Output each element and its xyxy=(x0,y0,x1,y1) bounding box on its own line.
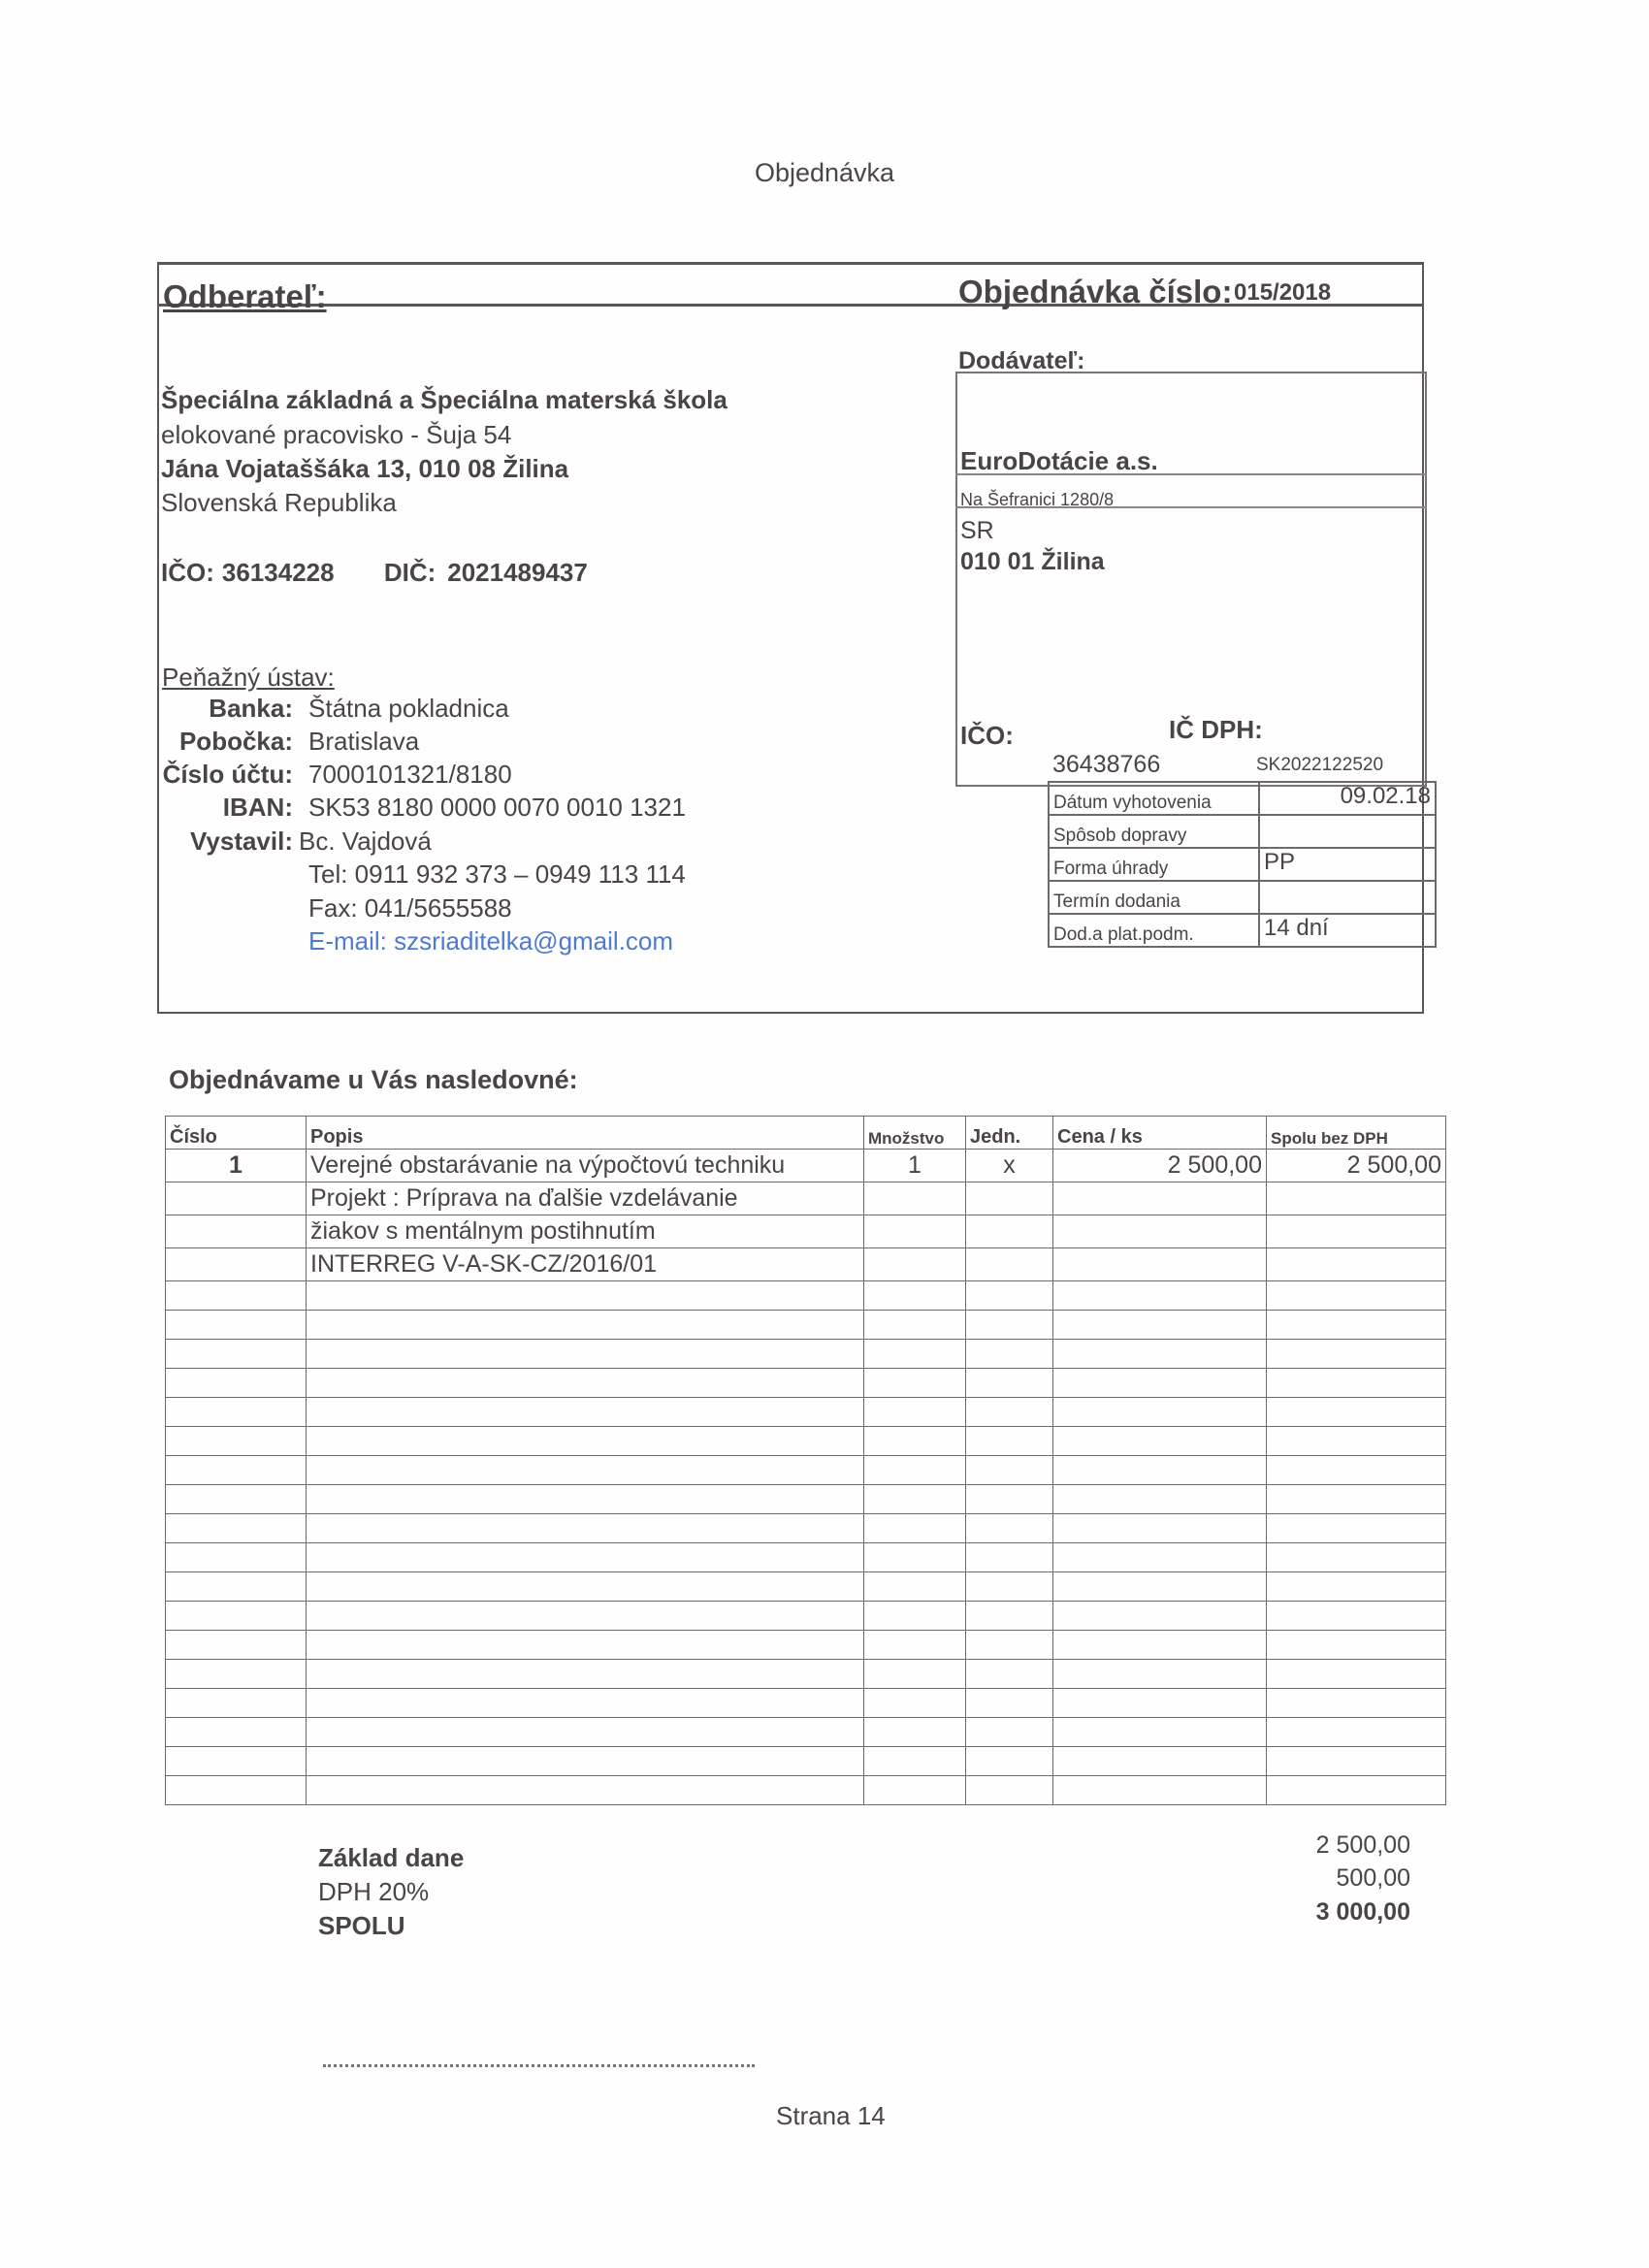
bank-heading: Peňažný ústav: xyxy=(162,663,335,692)
iban-label: IBAN: xyxy=(222,793,293,822)
item-description: žiakov s mentálnym postihnutím xyxy=(307,1215,864,1248)
table-row-empty xyxy=(166,1572,1446,1602)
empty-cell xyxy=(1053,1660,1267,1689)
empty-cell xyxy=(966,1776,1053,1805)
empty-cell xyxy=(864,1369,966,1398)
table-row-empty xyxy=(166,1340,1446,1369)
item-number xyxy=(166,1248,307,1281)
items-header-row xyxy=(166,1117,1446,1150)
empty-cell xyxy=(1267,1631,1446,1660)
empty-cell xyxy=(1053,1543,1267,1572)
item-total xyxy=(1267,1248,1446,1281)
empty-cell xyxy=(166,1340,307,1369)
empty-cell xyxy=(966,1602,1053,1631)
empty-cell xyxy=(864,1776,966,1805)
supplier-street: Na Šefranici 1280/8 xyxy=(960,490,1115,509)
empty-cell xyxy=(307,1776,864,1805)
item-price xyxy=(1053,1248,1267,1281)
table-row-empty xyxy=(166,1776,1446,1805)
info-label: Spôsob dopravy xyxy=(1049,815,1259,848)
empty-cell xyxy=(166,1572,307,1602)
empty-cell xyxy=(1053,1340,1267,1369)
items-table xyxy=(165,1116,1446,1805)
info-label: Termín dodania xyxy=(1049,881,1259,914)
info-value: PP xyxy=(1259,848,1436,881)
supplier-ico: 36438766 xyxy=(1052,751,1161,778)
item-number xyxy=(166,1183,307,1215)
empty-cell xyxy=(864,1514,966,1543)
table-row xyxy=(166,1183,1446,1215)
info-label: Dátum vyhotovenia xyxy=(1049,782,1259,815)
table-row-empty xyxy=(166,1718,1446,1747)
table-row-empty xyxy=(166,1427,1446,1456)
empty-cell xyxy=(966,1311,1053,1340)
empty-cell xyxy=(966,1369,1053,1398)
grand-total-value: 3 000,00 xyxy=(1315,1898,1410,1926)
customer-ico xyxy=(161,558,335,587)
empty-cell xyxy=(1267,1281,1446,1311)
empty-cell xyxy=(1267,1747,1446,1776)
table-row-empty xyxy=(166,1747,1446,1776)
empty-cell xyxy=(307,1340,864,1369)
issuer-value: Bc. Vajdová xyxy=(299,826,432,856)
empty-cell xyxy=(1267,1776,1446,1805)
empty-cell xyxy=(166,1631,307,1660)
empty-cell xyxy=(864,1311,966,1340)
empty-cell xyxy=(1053,1747,1267,1776)
table-row-empty xyxy=(166,1631,1446,1660)
empty-cell xyxy=(966,1456,1053,1485)
empty-cell xyxy=(166,1514,307,1543)
empty-cell xyxy=(1267,1689,1446,1718)
customer-branch: elokované pracovisko - Šuja 54 xyxy=(161,420,512,449)
empty-cell xyxy=(966,1485,1053,1514)
table-row-empty xyxy=(166,1311,1446,1340)
empty-cell xyxy=(864,1427,966,1456)
empty-cell xyxy=(166,1689,307,1718)
branch-value: Bratislava xyxy=(308,727,420,756)
table-row-empty xyxy=(166,1543,1446,1572)
document-title: Objednávka xyxy=(754,158,895,187)
empty-cell xyxy=(1053,1718,1267,1747)
bank-label: Banka: xyxy=(209,694,293,723)
account-label: Číslo účtu: xyxy=(162,760,293,789)
item-description: Verejné obstarávanie na výpočtovú techniku xyxy=(307,1150,864,1183)
item-unit xyxy=(966,1215,1053,1248)
item-total: 2 500,00 xyxy=(1267,1150,1446,1183)
col-unit-price: Cena / ks xyxy=(1053,1117,1267,1150)
info-row xyxy=(1049,881,1436,914)
table-row-empty xyxy=(166,1660,1446,1689)
table-row xyxy=(166,1150,1446,1183)
customer-heading: Odberateľ: xyxy=(163,278,327,314)
issuer-label: Vystavil: xyxy=(190,826,293,856)
empty-cell xyxy=(864,1602,966,1631)
empty-cell xyxy=(966,1514,1053,1543)
empty-cell xyxy=(166,1398,307,1427)
bank-row-account xyxy=(147,760,512,790)
item-description: Projekt : Príprava na ďalšie vzdelávanie xyxy=(307,1183,864,1215)
bank-row-issuer xyxy=(147,826,432,857)
empty-cell xyxy=(864,1689,966,1718)
empty-cell xyxy=(1267,1398,1446,1427)
customer-dic-label: DIČ: xyxy=(383,558,436,587)
item-unit xyxy=(966,1248,1053,1281)
empty-cell xyxy=(307,1456,864,1485)
empty-cell xyxy=(1267,1456,1446,1485)
empty-cell xyxy=(864,1398,966,1427)
empty-cell xyxy=(1053,1572,1267,1602)
supplier-ic-dph: SK2022122520 xyxy=(1256,755,1384,775)
page-number: Strana 14 xyxy=(776,2101,886,2130)
empty-cell xyxy=(307,1747,864,1776)
empty-cell xyxy=(864,1631,966,1660)
empty-cell xyxy=(166,1747,307,1776)
col-total: Spolu bez DPH xyxy=(1267,1117,1446,1150)
order-info-table xyxy=(1048,781,1437,948)
empty-cell xyxy=(307,1602,864,1631)
contact-tel: Tel: 0911 932 373 – 0949 113 114 xyxy=(308,859,686,889)
empty-cell xyxy=(166,1456,307,1485)
col-quantity: Množstvo xyxy=(864,1117,966,1150)
tax-base-value: 2 500,00 xyxy=(1315,1831,1410,1859)
tax-base-label: Základ dane xyxy=(318,1843,465,1872)
empty-cell xyxy=(166,1485,307,1514)
bank-value: Štátna pokladnica xyxy=(308,694,509,723)
table-row-empty xyxy=(166,1514,1446,1543)
item-quantity xyxy=(864,1248,966,1281)
contact-email[interactable]: E-mail: szsriaditelka@gmail.com xyxy=(308,926,674,956)
item-quantity: 1 xyxy=(864,1150,966,1183)
empty-cell xyxy=(1053,1281,1267,1311)
empty-cell xyxy=(966,1427,1053,1456)
items-heading: Objednávame u Vás nasledovné: xyxy=(169,1065,578,1094)
empty-cell xyxy=(1053,1427,1267,1456)
empty-cell xyxy=(966,1543,1053,1572)
empty-cell xyxy=(307,1631,864,1660)
item-price xyxy=(1053,1215,1267,1248)
empty-cell xyxy=(966,1689,1053,1718)
empty-cell xyxy=(1053,1369,1267,1398)
empty-cell xyxy=(307,1514,864,1543)
empty-cell xyxy=(307,1718,864,1747)
empty-cell xyxy=(966,1660,1053,1689)
table-row-empty xyxy=(166,1369,1446,1398)
empty-cell xyxy=(864,1281,966,1311)
empty-cell xyxy=(1267,1514,1446,1543)
item-unit xyxy=(966,1183,1053,1215)
table-row-empty xyxy=(166,1602,1446,1631)
info-value xyxy=(1259,881,1436,914)
empty-cell xyxy=(1267,1485,1446,1514)
empty-cell xyxy=(166,1369,307,1398)
supplier-heading: Dodávateľ: xyxy=(958,347,1085,374)
table-row-empty xyxy=(166,1398,1446,1427)
info-value: 14 dní xyxy=(1259,914,1436,947)
vat-label: DPH 20% xyxy=(318,1877,430,1906)
empty-cell xyxy=(307,1369,864,1398)
empty-cell xyxy=(166,1602,307,1631)
info-label: Forma úhrady xyxy=(1049,848,1259,881)
signature-line xyxy=(323,2064,755,2067)
empty-cell xyxy=(166,1660,307,1689)
empty-cell xyxy=(1053,1689,1267,1718)
empty-cell xyxy=(966,1398,1053,1427)
info-row xyxy=(1049,914,1436,947)
empty-cell xyxy=(864,1747,966,1776)
empty-cell xyxy=(1053,1602,1267,1631)
empty-cell xyxy=(1053,1485,1267,1514)
customer-country: Slovenská Republika xyxy=(161,488,397,517)
info-row xyxy=(1049,848,1436,881)
info-label: Dod.a plat.podm. xyxy=(1049,914,1259,947)
empty-cell xyxy=(166,1281,307,1311)
item-quantity xyxy=(864,1215,966,1248)
table-row xyxy=(166,1248,1446,1281)
empty-cell xyxy=(966,1572,1053,1602)
empty-cell xyxy=(307,1485,864,1514)
empty-cell xyxy=(307,1689,864,1718)
iban-value: SK53 8180 0000 0070 0010 1321 xyxy=(308,793,686,822)
empty-cell xyxy=(864,1572,966,1602)
empty-cell xyxy=(1267,1660,1446,1689)
customer-dic-value: 2021489437 xyxy=(447,558,588,587)
supplier-ic-dph-label: IČ DPH: xyxy=(1169,715,1263,744)
info-row xyxy=(1049,782,1436,815)
bank-row-branch xyxy=(147,727,419,757)
empty-cell xyxy=(307,1427,864,1456)
empty-cell xyxy=(1053,1776,1267,1805)
order-number: 015/2018 xyxy=(1234,279,1332,306)
customer-dic xyxy=(384,558,588,587)
empty-cell xyxy=(166,1776,307,1805)
supplier-city: 010 01 Žilina xyxy=(960,548,1105,575)
customer-address: Jána Vojataššáka 13, 010 08 Žilina xyxy=(161,454,569,483)
empty-cell xyxy=(864,1718,966,1747)
table-row-empty xyxy=(166,1689,1446,1718)
item-quantity xyxy=(864,1183,966,1215)
item-total xyxy=(1267,1183,1446,1215)
supplier-name: EuroDotácie a.s. xyxy=(960,446,1158,475)
empty-cell xyxy=(864,1456,966,1485)
customer-ico-value: 36134228 xyxy=(221,558,335,587)
vat-value: 500,00 xyxy=(1336,1864,1410,1892)
bank-row-bank xyxy=(147,694,509,724)
account-value: 7000101321/8180 xyxy=(308,760,512,789)
item-unit: x xyxy=(966,1150,1053,1183)
empty-cell xyxy=(307,1572,864,1602)
empty-cell xyxy=(1267,1572,1446,1602)
empty-cell xyxy=(966,1718,1053,1747)
info-value xyxy=(1259,815,1436,848)
empty-cell xyxy=(307,1281,864,1311)
empty-cell xyxy=(166,1543,307,1572)
empty-cell xyxy=(1267,1718,1446,1747)
branch-label: Pobočka: xyxy=(178,727,293,756)
info-row xyxy=(1049,815,1436,848)
item-price: 2 500,00 xyxy=(1053,1150,1267,1183)
empty-cell xyxy=(1053,1456,1267,1485)
empty-cell xyxy=(966,1631,1053,1660)
empty-cell xyxy=(1267,1340,1446,1369)
empty-cell xyxy=(864,1543,966,1572)
empty-cell xyxy=(1267,1602,1446,1631)
empty-cell xyxy=(1053,1311,1267,1340)
empty-cell xyxy=(1267,1427,1446,1456)
table-row-empty xyxy=(166,1485,1446,1514)
empty-cell xyxy=(307,1311,864,1340)
empty-cell xyxy=(864,1660,966,1689)
contact-fax: Fax: 041/5655588 xyxy=(308,893,512,923)
col-number: Číslo xyxy=(166,1117,307,1150)
empty-cell xyxy=(166,1427,307,1456)
item-number: 1 xyxy=(166,1150,307,1183)
item-price xyxy=(1053,1183,1267,1215)
empty-cell xyxy=(307,1660,864,1689)
grand-total-label: SPOLU xyxy=(318,1911,405,1940)
empty-cell xyxy=(1053,1631,1267,1660)
empty-cell xyxy=(307,1398,864,1427)
empty-cell xyxy=(864,1340,966,1369)
col-unit: Jedn. xyxy=(966,1117,1053,1150)
customer-name: Špeciálna základná a Špeciálna materská škola xyxy=(161,385,728,414)
item-description: INTERREG V-A-SK-CZ/2016/01 xyxy=(307,1248,864,1281)
table-row xyxy=(166,1215,1446,1248)
supplier-country: SR xyxy=(960,517,994,544)
empty-cell xyxy=(166,1311,307,1340)
empty-cell xyxy=(966,1340,1053,1369)
item-number xyxy=(166,1215,307,1248)
empty-cell xyxy=(1053,1398,1267,1427)
item-total xyxy=(1267,1215,1446,1248)
customer-ico-label: IČO: xyxy=(161,558,214,587)
info-value: 09.02.18 xyxy=(1259,782,1436,815)
table-row-empty xyxy=(166,1281,1446,1311)
customer-ids xyxy=(161,558,630,588)
empty-cell xyxy=(1053,1514,1267,1543)
empty-cell xyxy=(864,1485,966,1514)
empty-cell xyxy=(1267,1311,1446,1340)
empty-cell xyxy=(966,1281,1053,1311)
empty-cell xyxy=(966,1747,1053,1776)
supplier-ico-label: IČO: xyxy=(960,721,1014,750)
empty-cell xyxy=(307,1543,864,1572)
col-description: Popis xyxy=(307,1117,864,1150)
table-row-empty xyxy=(166,1456,1446,1485)
empty-cell xyxy=(1267,1543,1446,1572)
bank-row-iban xyxy=(147,793,686,823)
order-number-label: Objednávka číslo: xyxy=(958,274,1233,309)
empty-cell xyxy=(1267,1369,1446,1398)
empty-cell xyxy=(166,1718,307,1747)
